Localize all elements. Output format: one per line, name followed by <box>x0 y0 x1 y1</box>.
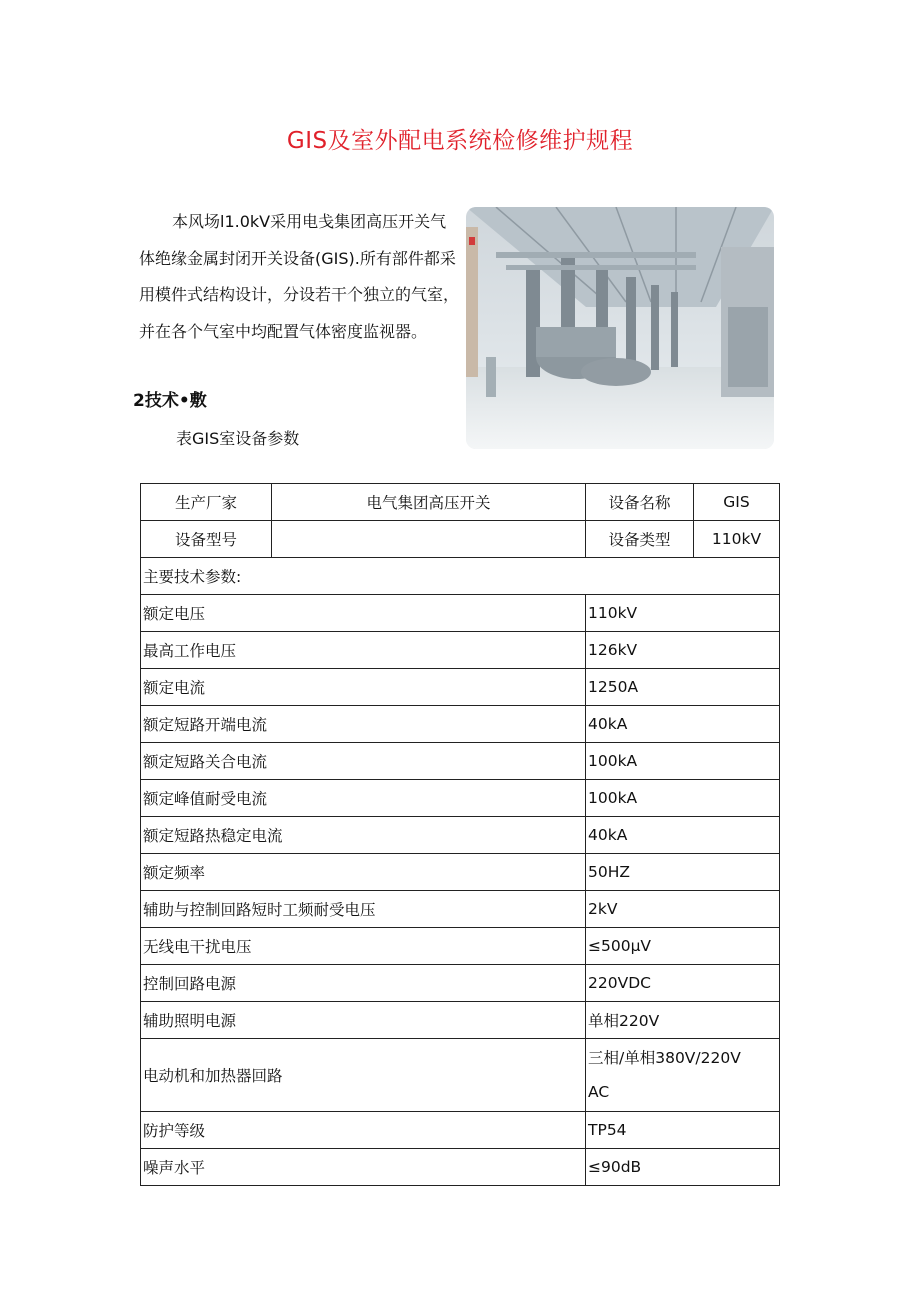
table-row <box>141 706 780 743</box>
param-name: 额定短路关合电流 <box>141 743 586 780</box>
param-value: 110kV <box>586 595 780 632</box>
model-value <box>272 521 586 558</box>
param-value: 2kV <box>586 891 780 928</box>
param-name: 额定频率 <box>141 854 586 891</box>
param-name: 额定电流 <box>141 669 586 706</box>
equipment-name-label: 设备名称 <box>586 484 694 521</box>
section-heading: 2技术•敷 <box>133 391 207 411</box>
param-value: 单相220V <box>586 1002 780 1039</box>
table-row <box>141 632 780 669</box>
table-row <box>141 1149 780 1186</box>
param-name: 额定峰值耐受电流 <box>141 780 586 817</box>
param-value: 50HZ <box>586 854 780 891</box>
param-value: ≤90dB <box>586 1149 780 1186</box>
table-row <box>141 1112 780 1149</box>
table-row <box>141 780 780 817</box>
param-name: 辅助照明电源 <box>141 1002 586 1039</box>
table-row <box>141 928 780 965</box>
param-value: TP54 <box>586 1112 780 1149</box>
manufacturer-label: 生产厂家 <box>141 484 272 521</box>
table-row <box>141 595 780 632</box>
table-row <box>141 891 780 928</box>
manufacturer-value: 电气集团高压开关 <box>272 484 586 521</box>
param-value-line2: AC <box>588 1083 610 1101</box>
gis-room-photo <box>466 207 774 449</box>
table-row <box>141 965 780 1002</box>
intro-paragraph <box>139 204 461 350</box>
param-value: 220VDC <box>586 965 780 1002</box>
table-caption: 表GIS室设备参数 <box>176 429 300 448</box>
param-value <box>586 1039 780 1112</box>
table-row <box>141 817 780 854</box>
param-value: 126kV <box>586 632 780 669</box>
intro-text: 本风场l1.0kV采用电戋集团高压开关气体绝缘金属封闭开关设备(GIS).所有部件都采用模件式结构设计，分设若干个独立的气室，并在各个气室中均配置气体密度监视器。 <box>139 212 460 341</box>
param-value: 1250A <box>586 669 780 706</box>
params-heading: 主要技术参数: <box>141 558 780 595</box>
table-row <box>141 743 780 780</box>
table-row <box>141 1039 780 1112</box>
param-name: 辅助与控制回路短时工频耐受电压 <box>141 891 586 928</box>
params-heading-row <box>141 558 780 595</box>
param-value: 40kA <box>586 706 780 743</box>
param-value: ≤500μV <box>586 928 780 965</box>
table-row <box>141 854 780 891</box>
gis-parameter-table <box>140 483 780 1186</box>
equipment-name-value: GIS <box>694 484 780 521</box>
param-name: 防护等级 <box>141 1112 586 1149</box>
param-value: 100kA <box>586 743 780 780</box>
param-name: 额定短路开端电流 <box>141 706 586 743</box>
param-value: 40kA <box>586 817 780 854</box>
param-name: 最高工作电压 <box>141 632 586 669</box>
param-name: 噪声水平 <box>141 1149 586 1186</box>
header-row <box>141 521 780 558</box>
param-name: 控制回路电源 <box>141 965 586 1002</box>
document-title: GIS及室外配电系统检修维护规程 <box>286 128 634 154</box>
table-row <box>141 669 780 706</box>
equipment-type-value: 110kV <box>694 521 780 558</box>
header-row <box>141 484 780 521</box>
model-label: 设备型号 <box>141 521 272 558</box>
table-row <box>141 1002 780 1039</box>
param-name: 额定短路热稳定电流 <box>141 817 586 854</box>
param-name: 额定电压 <box>141 595 586 632</box>
equipment-type-label: 设备类型 <box>586 521 694 558</box>
param-value: 100kA <box>586 780 780 817</box>
param-name: 无线电干扰电压 <box>141 928 586 965</box>
param-value-line1: 三相/单相380V/220V <box>588 1049 741 1067</box>
param-name: 电动机和加热器回路 <box>141 1039 586 1112</box>
